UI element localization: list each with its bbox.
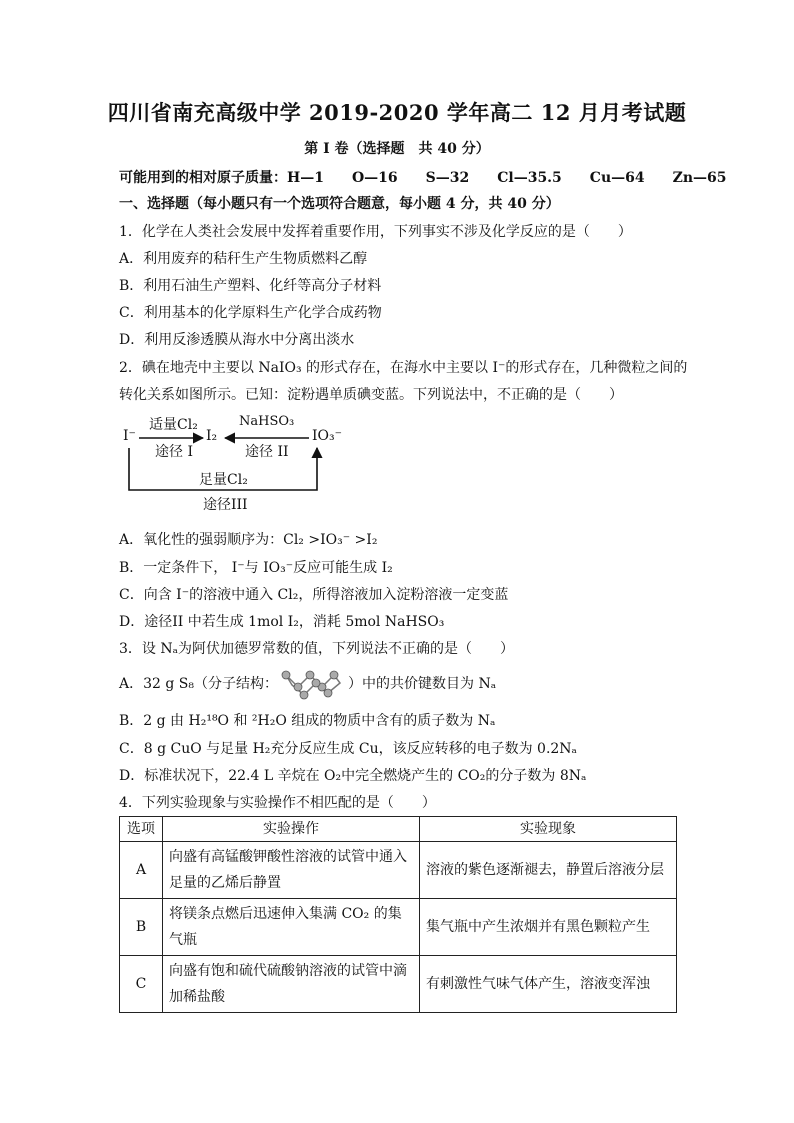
diagram-path-3: 途径III bbox=[203, 497, 248, 513]
s8-molecule-icon bbox=[280, 667, 346, 701]
section-title: 第 I 卷（选择题 共 40 分） bbox=[304, 141, 490, 157]
q3-option-c: C．8 g CuO 与足量 H₂充分反应生成 Cu，该反应转移的电子数为 0.2Nₐ bbox=[119, 741, 577, 757]
q3-option-a bbox=[119, 666, 496, 702]
header-option: 选项 bbox=[120, 817, 163, 842]
q1-option-c: C．利用基本的化学原料生产化学合成药物 bbox=[119, 305, 382, 321]
q2-stem-line2: 转化关系如图所示。已知：淀粉遇单质碘变蓝。下列说法中，不正确的是（ ） bbox=[119, 387, 623, 403]
row-option: C bbox=[120, 956, 163, 1013]
q4-stem: 4．下列实验现象与实验操作不相匹配的是（ ） bbox=[119, 795, 436, 811]
row-operation: 向盛有饱和硫代硫酸钠溶液的试管中滴加稀盐酸 bbox=[163, 956, 420, 1013]
q3-option-b: B．2 g 由 H₂¹⁸O 和 ²H₂O 组成的物质中含有的质子数为 Nₐ bbox=[119, 713, 496, 729]
row-operation: 向盛有高锰酸钾酸性溶液的试管中通入足量的乙烯后静置 bbox=[163, 842, 420, 899]
q1-option-a: A．利用废弃的秸秆生产生物质燃料乙醇 bbox=[119, 251, 368, 267]
experiment-table bbox=[119, 816, 677, 1013]
diagram-reagent-3: 足量Cl₂ bbox=[199, 472, 248, 488]
table-header-row bbox=[120, 817, 677, 842]
table-row bbox=[120, 956, 677, 1013]
row-phenomenon: 有刺激性气味气体产生，溶液变浑浊 bbox=[420, 956, 677, 1013]
header-phenomenon: 实验现象 bbox=[420, 817, 677, 842]
header-operation: 实验操作 bbox=[163, 817, 420, 842]
page-title: 四川省南充高级中学 2019-2020 学年高二 12 月月考试题 bbox=[107, 100, 687, 125]
q1-stem: 1．化学在人类社会发展中发挥着重要作用，下列事实不涉及化学反应的是（ ） bbox=[119, 224, 632, 240]
q3-stem: 3．设 Nₐ为阿伏加德罗常数的值，下列说法不正确的是（ ） bbox=[119, 641, 515, 657]
row-option: A bbox=[120, 842, 163, 899]
diagram-iodine: I₂ bbox=[206, 428, 218, 444]
q3-option-a-post: ）中的共价键数目为 Nₐ bbox=[348, 676, 497, 692]
q2-option-b: B．一定条件下， I⁻与 IO₃⁻反应可能生成 I₂ bbox=[119, 560, 393, 576]
q2-option-d: D．途径II 中若生成 1mol I₂，消耗 5mol NaHSO₃ bbox=[119, 614, 445, 630]
diagram-path-2: 途径 II bbox=[245, 444, 289, 460]
iodine-conversion-diagram bbox=[119, 412, 359, 516]
q2-option-a: A．氧化性的强弱顺序为：Cl₂ >IO₃⁻ >I₂ bbox=[119, 532, 378, 548]
table-row bbox=[120, 842, 677, 899]
q2-option-c: C．向含 I⁻的溶液中通入 Cl₂，所得溶液加入淀粉溶液一定变蓝 bbox=[119, 587, 509, 603]
row-phenomenon: 溶液的紫色逐渐褪去，静置后溶液分层 bbox=[420, 842, 677, 899]
q3-option-d: D．标准状况下，22.4 L 辛烷在 O₂中完全燃烧产生的 CO₂的分子数为 8Nₐ bbox=[119, 768, 587, 784]
diagram-path-1: 途径 I bbox=[155, 444, 193, 460]
q2-stem-line1: 2．碘在地壳中主要以 NaIO₃ 的形式存在，在海水中主要以 I⁻的形式存在，几种微粒之间的 bbox=[119, 360, 688, 376]
row-phenomenon: 集气瓶中产生浓烟并有黑色颗粒产生 bbox=[420, 899, 677, 956]
q1-option-b: B．利用石油生产塑料、化纤等高分子材料 bbox=[119, 278, 382, 294]
diagram-reagent-1: 适量Cl₂ bbox=[149, 417, 198, 433]
q3-option-a-pre: A．32 g S₈（分子结构： bbox=[119, 676, 278, 692]
row-option: B bbox=[120, 899, 163, 956]
row-operation: 将镁条点燃后迅速伸入集满 CO₂ 的集气瓶 bbox=[163, 899, 420, 956]
atomic-masses: 可能用到的相对原子质量：H—1 O—16 S—32 Cl—35.5 Cu—64 Zn—65 bbox=[119, 170, 727, 186]
diagram-iodate: IO₃⁻ bbox=[312, 428, 343, 444]
q1-option-d: D．利用反渗透膜从海水中分离出淡水 bbox=[119, 332, 355, 348]
table-row bbox=[120, 899, 677, 956]
part-heading: 一、选择题（每小题只有一个选项符合题意，每小题 4 分，共 40 分） bbox=[119, 196, 560, 212]
diagram-iodide: I⁻ bbox=[123, 428, 136, 444]
diagram-reagent-2: NaHSO₃ bbox=[239, 414, 295, 429]
